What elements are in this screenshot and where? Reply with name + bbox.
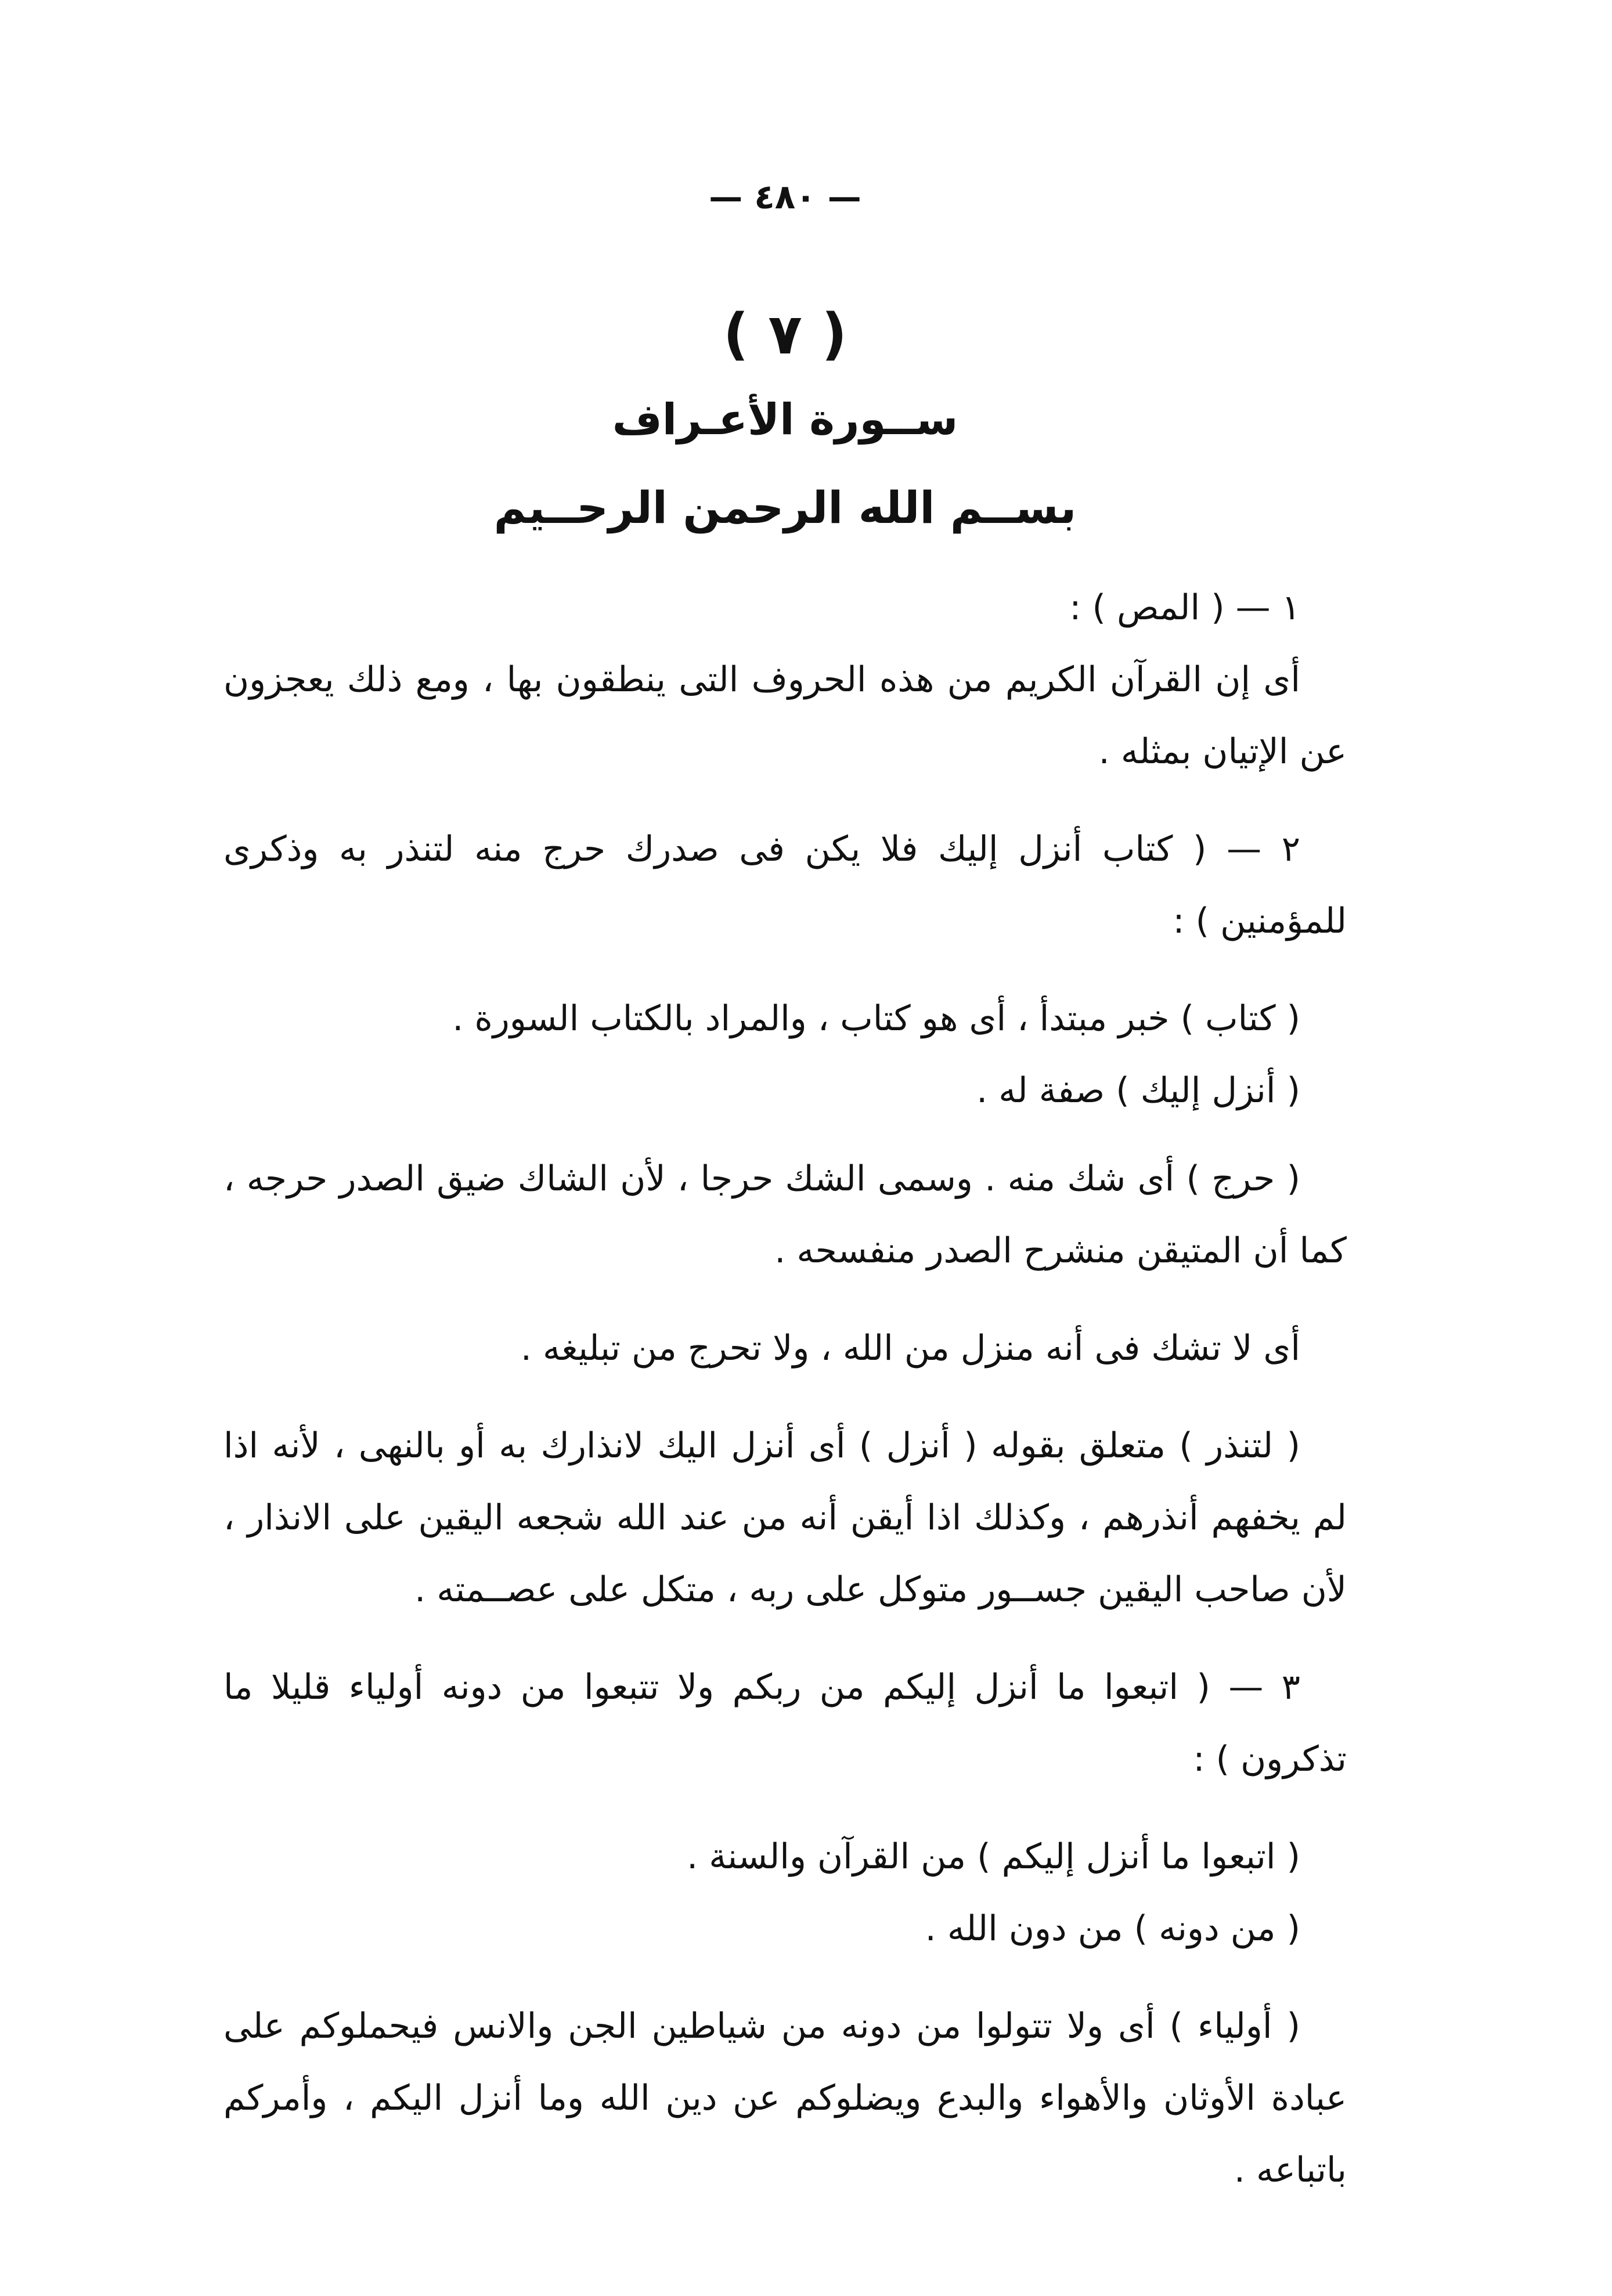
verse-2-note-litundhir: ( لتنذر ) متعلق بقوله ( أنزل ) أى أنزل اليك لانذارك به أو بالنهى ، لأنه اذا لم يخفهم أنذرهم ، وكذلك اذا أيقن أنه من عند الله شجعه اليقين على الانذار ، لأن صاحب اليقين جســور متوكل على ربه ، متكل على عصــمته . bbox=[223, 1425, 1347, 1610]
verse-3-heading: ٣ — ( اتبعوا ما أنزل إليكم من ربكم ولا تتبعوا من دونه أولياء قليلا ما تذكرون ) : bbox=[223, 1667, 1347, 1779]
verse-2-note-unzila: ( أنزل إليك ) صفة له . bbox=[976, 1070, 1300, 1111]
verse-2-explanation: أى لا تشك فى أنه منزل من الله ، ولا تحرج من تبليغه . bbox=[520, 1328, 1300, 1369]
page-body bbox=[223, 572, 1347, 2206]
page-number: — ٤٨٠ — bbox=[709, 177, 861, 216]
verse-3-note-ittabiu: ( اتبعوا ما أنزل إليكم ) من القرآن والسنة . bbox=[687, 1836, 1300, 1877]
verse-1-explanation: أى إن القرآن الكريم من هذه الحروف التى ينطقون بها ، ومع ذلك يعجزون عن الإتيان بمثله . bbox=[223, 659, 1347, 772]
book-page bbox=[223, 0, 1347, 2296]
basmala: بســم الله الرحمن الرحــيم bbox=[493, 482, 1077, 533]
verse-2-note-haraj: ( حرج ) أى شك منه . وسمى الشك حرجا ، لأن الشاك ضيق الصدر حرجه ، كما أن المتيقن منشرح الصدر منفسحه . bbox=[223, 1158, 1347, 1271]
surah-title: ســورة الأعـراف bbox=[612, 395, 958, 445]
chapter-number: ( ٧ ) bbox=[723, 302, 848, 367]
verse-3-note-min-dunihi: ( من دونه ) من دون الله . bbox=[925, 1908, 1300, 1949]
verse-2-heading: ٢ — ( كتاب أنزل إليك فلا يكن فى صدرك حرج منه لتنذر به وذكرى للمؤمنين ) : bbox=[223, 829, 1347, 941]
verse-2-note-kitab: ( كتاب ) خبر مبتدأ ، أى هو كتاب ، والمراد بالكتاب السورة . bbox=[452, 998, 1300, 1039]
verse-1-heading: ١ — ( المص ) : bbox=[1069, 587, 1300, 628]
verse-3-note-awliya: ( أولياء ) أى ولا تتولوا من دونه من شياطين الجن والانس فيحملوكم على عبادة الأوثان والأهواء والبدع ويضلوكم عن دين الله وما أنزل اليكم ، وأمركم باتباعه . bbox=[223, 2006, 1347, 2190]
